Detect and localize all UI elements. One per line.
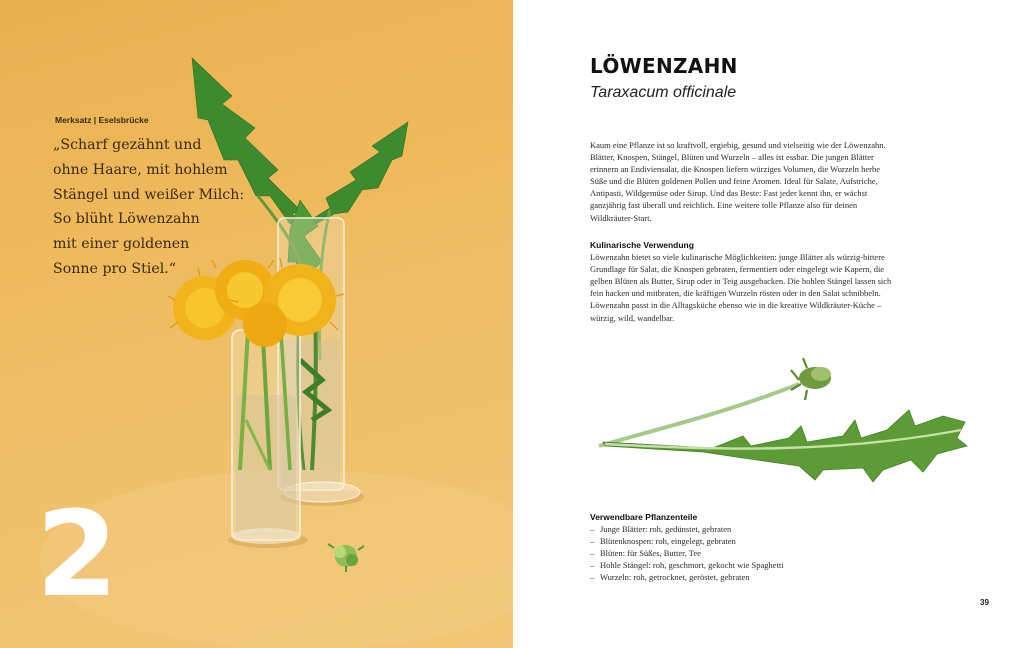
bud-icon bbox=[791, 358, 831, 400]
mnemonic-quote bbox=[53, 133, 293, 282]
list-item: – Junge Blätter: roh, gedünstet, gebraten bbox=[590, 524, 732, 535]
page-number: 39 bbox=[980, 598, 989, 607]
mnemonic-line: Stängel und weißer Milch: bbox=[53, 186, 245, 203]
list-item: – Blüten: für Süßes, Butter, Tee bbox=[590, 548, 701, 559]
chapter-number: 2 bbox=[36, 485, 119, 623]
small-vase bbox=[231, 318, 301, 544]
culinary-section bbox=[590, 239, 900, 324]
mnemonic-line: ohne Haare, mit hohlem bbox=[53, 161, 228, 178]
plant-parts-section bbox=[590, 511, 784, 584]
culinary-heading: Kulinarische Verwendung bbox=[590, 240, 694, 250]
mnemonic-line: „Scharf gezähnt und bbox=[53, 137, 202, 153]
mnemonic-line: So blüht Löwenzahn bbox=[53, 211, 200, 228]
latin-name: Taraxacum officinale bbox=[590, 84, 737, 101]
list-item: – Blütenknospen: roh, eingelegt, gebraten bbox=[590, 536, 736, 547]
dandelion-plant-illustration bbox=[593, 350, 993, 490]
mnemonic-label: Merksatz | Eselsbrücke bbox=[55, 115, 149, 125]
list-item: – Wurzeln: roh, getrocknet, geröstet, gebraten bbox=[590, 572, 750, 583]
list-item: – Hohle Stängel: roh, geschmort, gekocht wie Spaghetti bbox=[590, 560, 784, 571]
plant-parts-heading: Verwendbare Pflanzenteile bbox=[590, 512, 698, 522]
intro-paragraph: Kaum eine Pflanze ist so kraftvoll, ergiebig, gesund und vielseitig wie der Löwenzahn. Blätter, Knospen, Stängel, Blüten und Wurzeln – alles ist essbar. Die jungen Blätter erinnern an Endiviensalat, die Knospen liefern würziges Volumen, die Wurzeln herbe Süße und die Blüten goldenen Pollen und feine Aromen. Ideal für Salate, Aufstriche, Antipasti, Wildgemüse oder Sirup. Und das Beste: Fast jeder kennt ihn, er wächst ganzjährig fast überall und reichlich. Eine weitere tolle Pflanze also für deinen Wildkräuter-Start. bbox=[590, 140, 886, 223]
page-title: LÖWENZAHN bbox=[590, 54, 738, 78]
culinary-paragraph: Löwenzahn bietet so viele kulinarische Möglichkeiten: junge Blätter als würzig-bittere Grundlage für Salat, die Knospen gebraten, fermentiert oder eingelegt wie Kapern, die gelben Blüten als Butter, Sirup oder in Teig ausgebacken. Die hohlen Stängel lassen sich fein hacken und mitbraten, die kräftigen Wurzeln rösten oder in den Salat schnibbeln. Löwenzahn passt in die Alltagsküche ebenso wie in die kreative Wildkräuter-Küche – würzig, wild, wandelbar. bbox=[590, 252, 892, 323]
mnemonic-line: Sonne pro Stiel.“ bbox=[53, 260, 177, 277]
text-page bbox=[513, 0, 1026, 648]
plant-parts-list bbox=[590, 523, 784, 583]
mnemonic-line: mit einer goldenen bbox=[53, 236, 190, 253]
